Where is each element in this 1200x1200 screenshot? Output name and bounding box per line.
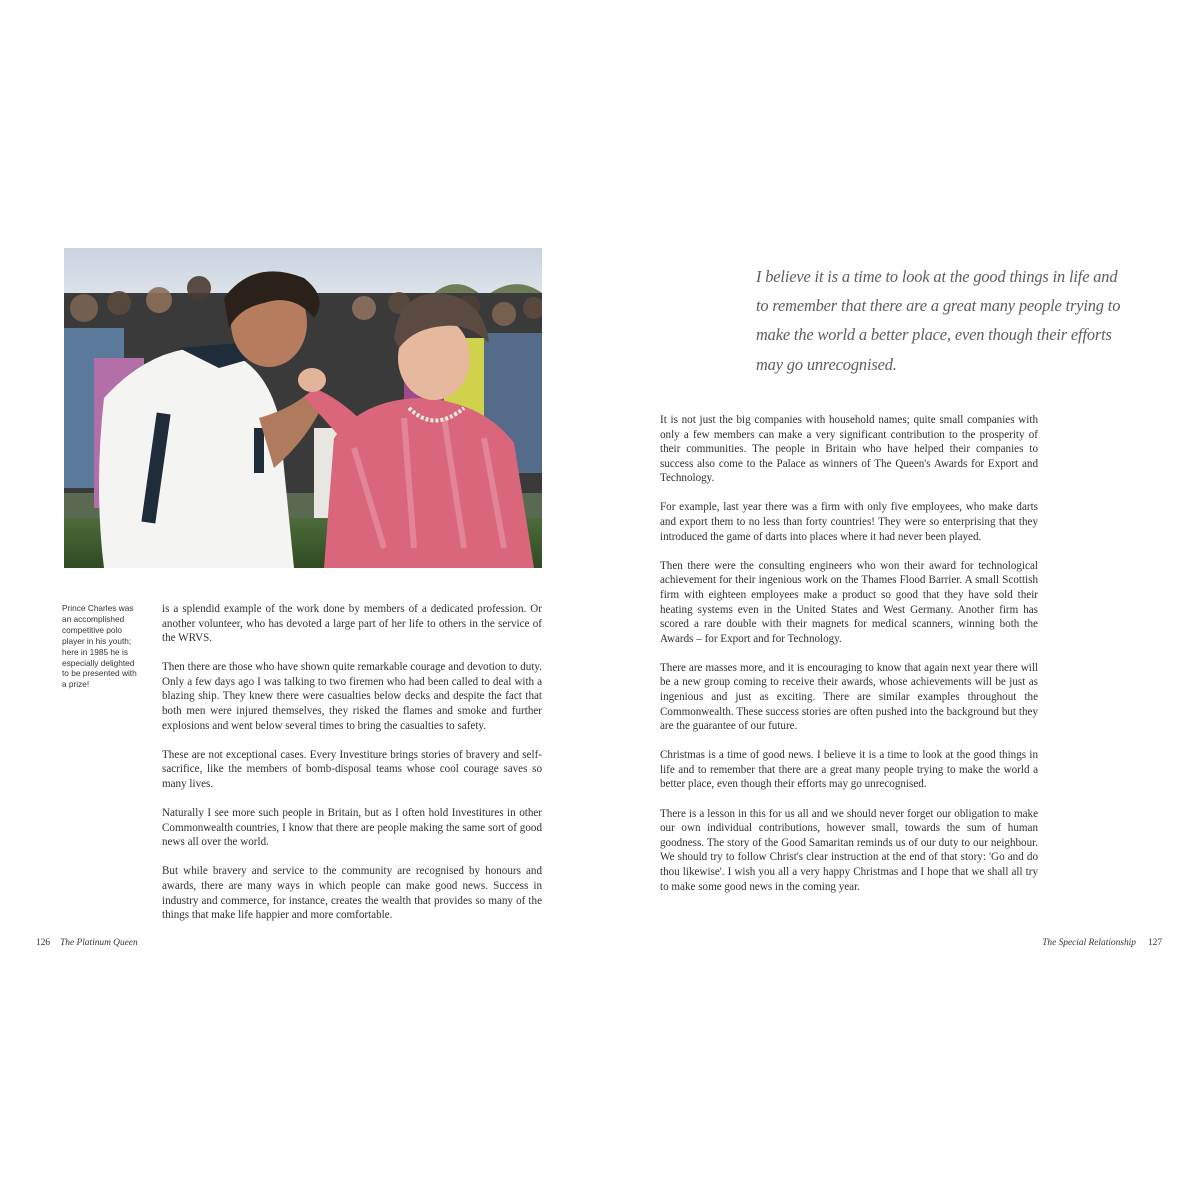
paragraph: For example, last year there was a firm with only five employees, who make darts and export them to no less than forty countries! They were so enterprising that they introduced the game of darts into places where it had never been played. [660,501,1038,543]
paragraph: Then there were the consulting engineers who won their award for technological achievement for their ingenious work on the Thames Flood Barrier. A small Scottish firm with eighteen employees make a product so good that they have sold their heating systems even in the United States and West Germany. Another firm has scored a rare double with their magnets for medical scanners, winning both the Awards – for Export and for Technology. [660,559,1038,645]
paragraph: There are masses more, and it is encouraging to know that again next year there will be a new group coming to receive their awards, whose achievements will be just as ingenious and just as exciting. There are similar examples throughout the Commonwealth. These success stories are often pushed into the background but they are the guarantee of our future. [660,661,1038,733]
left-folio [36,938,138,948]
pull-quote: I believe it is a time to look at the good things in life and to remember that there are a great many people trying to make the world a better place, even though their efforts may go unrecognised. [756,267,1121,374]
running-title-right: The Special Relationship [1042,938,1136,948]
paragraph: Naturally I see more such people in Britain, but as I often hold Investitures in other Commonwealth countries, I know that there are people making the same sort of good news all over the world. [162,807,542,849]
paragraph: But while bravery and service to the community are recognised by honours and awards, there are many ways in which people can make good news. Success in industry and commerce, for instance, creates the wealth that provides so many of the things that make life happier and more comfortable. [162,865,542,922]
paragraph: It is not just the big companies with household names; quite small companies with only a few members can make a very significant contribution to the prosperity of their communities. The people in Britain who have helped their companies to success also come to the Palace as winners of The Queen's Awards for Export and Technology. [660,414,1038,485]
left-page-body [162,602,542,937]
right-folio [1042,938,1162,948]
paragraph: These are not exceptional cases. Every Investiture brings stories of bravery and self-sacrifice, like the members of bomb-disposal teams whose cool courage saves so many lives. [162,748,542,790]
paragraph: is a splendid example of the work done by members of a dedicated profession. Or another volunteer, who has devoted a large part of her life to others in the service of the WRVS. [162,603,542,645]
polo-photo [64,248,542,568]
page-number-left: 126 [36,938,51,948]
running-title-left: The Platinum Queen [60,938,138,948]
paragraph: Christmas is a time of good news. I believe it is a time to look at the good things in life and to remember that there are a great many people trying to make the world a better place, even though their efforts may go unrecognised. [660,749,1038,791]
paragraph: There is a lesson in this for us all and we should never forget our obligation to make our own individual contributions, however small, towards the sum of human goodness. The story of the Good Samaritan reminds us of our duty to our neighbour. We should try to follow Christ's clear instruction at the end of that story: 'Go and do thou likewise'. I wish you all a very happy Christmas and I hope that we shall all try to make some good news in the coming year. [660,807,1038,893]
paragraph: Then there are those who have shown quite remarkable courage and devotion to duty. Only a few days ago I was talking to two firemen who had been called to deal with a blazing ship. They knew there were casualties below decks and despite the fact that both men were injured themselves, they risked the flames and smoke and further explosions and went below several times to bring the casualties to safety. [162,661,542,732]
photo-caption: Prince Charles was an accomplished competitive polo player in his youth; here in 1985 he is especially delighted to be presented with a prize! [62,603,137,690]
right-page-body [660,413,1038,909]
page-gutter [599,0,601,1200]
page-number-right: 127 [1147,938,1162,948]
